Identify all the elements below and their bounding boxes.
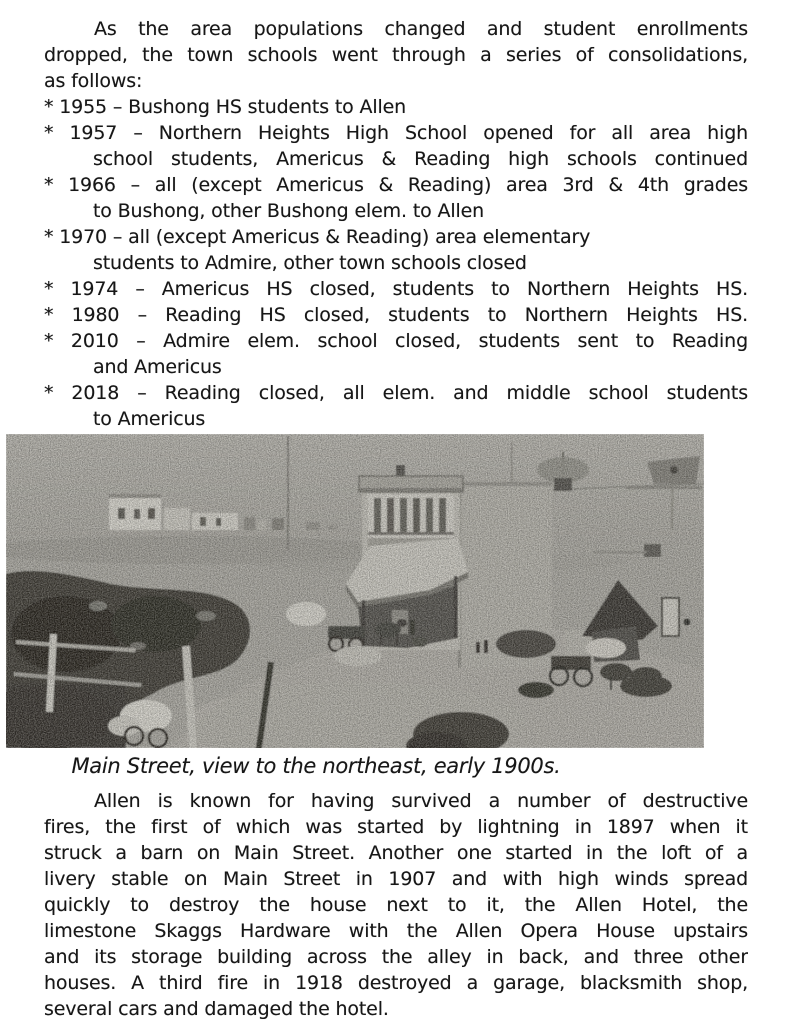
text-line: fires, the first of which was started by lightning in 1897 when it [44,816,748,838]
text-line: As the area populations changed and student enrollments [94,18,748,40]
text-line: * 1980 – Reading HS closed, students to Northern Heights HS. [44,304,748,326]
text-line: limestone Skaggs Hardware with the Allen Opera House upstairs [44,920,748,942]
photo-grain-overlay [6,434,704,748]
consolidation-item [44,302,748,328]
text-line: * 2018 – Reading closed, all elem. and middle school students [44,382,748,404]
consolidation-list [44,94,748,432]
text-line: struck a barn on Main Street. Another one started in the loft of a [44,842,748,864]
consolidation-item [44,224,748,276]
intro-paragraph [44,16,748,94]
text-line: and Americus [93,356,222,378]
text-line: livery stable on Main Street in 1907 and with high winds spread [44,868,748,890]
consolidation-item [44,172,748,224]
text-line: * 1970 – all (except Americus & Reading) area elementary [44,226,591,248]
consolidation-item [44,276,748,302]
text-line: school students, Americus & Reading high schools continued [93,148,748,170]
text-line: dropped, the town schools went through a series of consolidations, [44,44,748,66]
school-consolidations-section [0,0,792,432]
text-line: * 2010 – Admire elem. school closed, students sent to Reading [44,330,748,352]
photo-caption: Main Street, view to the northeast, early 1900s. [71,754,561,778]
text-line: students to Admire, other town schools closed [93,252,527,274]
consolidation-item [44,94,748,120]
text-line: * 1957 – Northern Heights High School opened for all area high [44,122,748,144]
consolidation-item [44,380,748,432]
main-street-photo-illustration [6,434,704,748]
text-line: to Bushong, other Bushong elem. to Allen [93,200,485,222]
text-line: * 1974 – Americus HS closed, students to Northern Heights HS. [44,278,748,300]
text-line: as follows: [44,70,143,92]
consolidation-item [44,120,748,172]
text-line: houses. A third fire in 1918 destroyed a garage, blacksmith shop, [44,972,748,994]
text-line: quickly to destroy the house next to it, the Allen Hotel, the [44,894,748,916]
text-line: several cars and damaged the hotel. [44,998,389,1020]
consolidation-item [44,328,748,380]
text-line: to Americus [93,408,206,430]
text-line: * 1966 – all (except Americus & Reading) area 3rd & 4th grades [44,174,748,196]
text-line: and its storage building across the alley in back, and three other [44,946,748,968]
main-street-photo [6,434,704,748]
fires-paragraph [0,778,792,1022]
text-line: Allen is known for having survived a number of destructive [94,790,748,812]
text-line: * 1955 – Bushong HS students to Allen [44,96,407,118]
